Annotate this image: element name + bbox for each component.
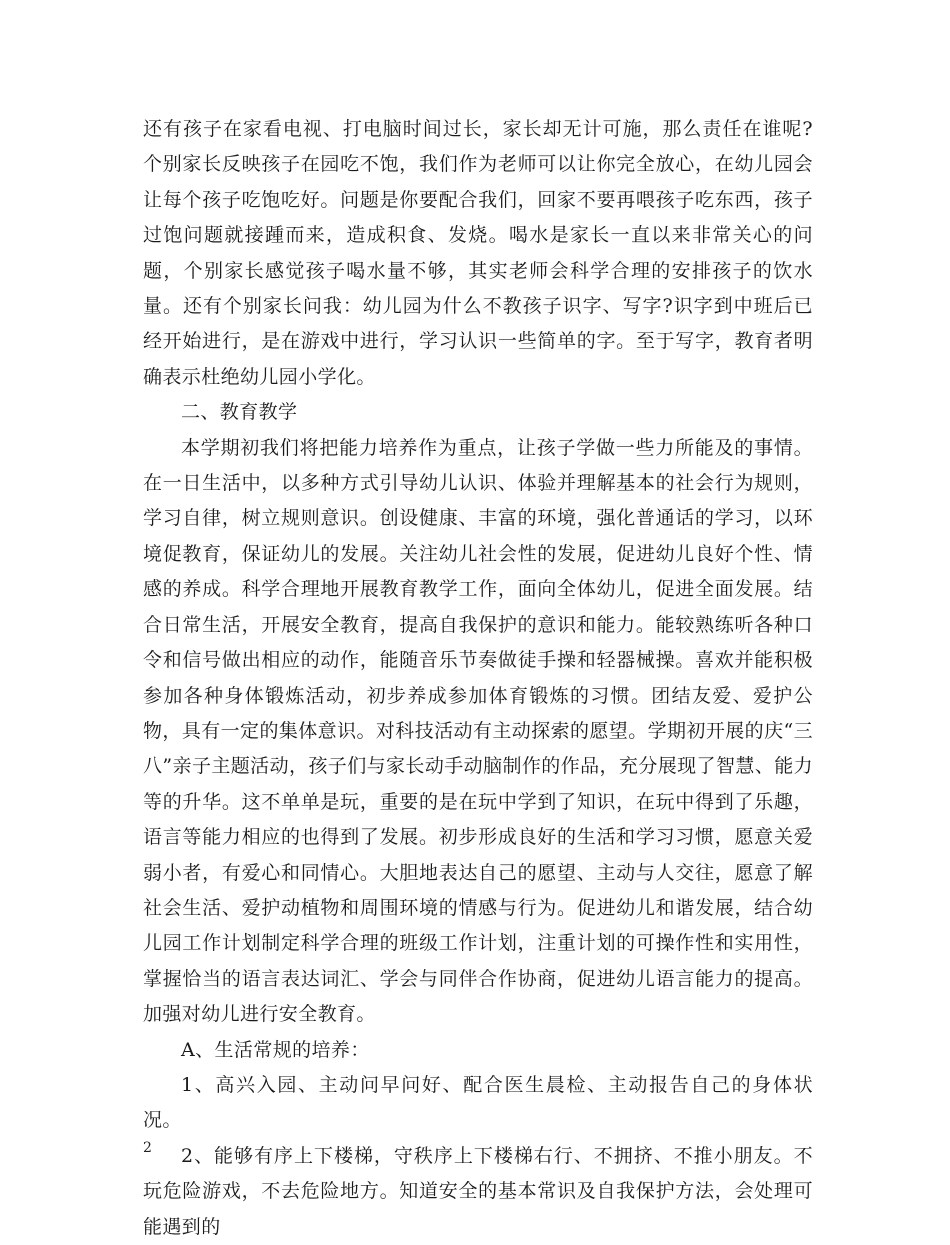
section-heading-education: 二、教育教学 bbox=[181, 401, 298, 424]
subheading-daily-routine: A、生活常规的培养： bbox=[181, 1038, 370, 1061]
list-item-1: 1、高兴入园、主动问早问好、配合医生晨检、主动报告自己的身体状况。 bbox=[143, 1073, 813, 1132]
list-item-2: 2、能够有序上下楼梯，守秩序上下楼梯右行、不拥挤、不推小朋友。不玩危险游戏，不去危险地方。知道安全的基本常识及自我保护方法，会处理可能遇到的 bbox=[143, 1144, 813, 1238]
paragraph-parent-concerns: 还有孩子在家看电视、打电脑时间过长，家长却无计可施，那么责任在谁呢?个别家长反映孩子在园吃不饱，我们作为老师可以让你完全放心，在幼儿园会让每个孩子吃饱吃好。问题是你要配合我们，回家不要再喂孩子吃东西，孩子过饱问题就接踵而来，造成积食、发烧。喝水是家长一直以来非常关心的问题，个别家长感觉孩子喝水量不够，其实老师会科学合理的安排孩子的饮水量。还有个别家长问我：幼儿园为什么不教孩子识字、写字?识字到中班后已经开始进行，是在游戏中进行，学习认识一些简单的字。至于写字，教育者明确表示杜绝幼儿园小学化。 bbox=[143, 118, 813, 388]
paragraph-education-teaching: 本学期初我们将把能力培养作为重点，让孩子学做一些力所能及的事情。在一日生活中，以多种方式引导幼儿认识、体验并理解基本的社会行为规则，学习自律，树立规则意识。创设健康、丰富的环境，强化普通话的学习，以环境促教育，保证幼儿的发展。关注幼儿社会性的发展，促进幼儿良好个性、情感的养成。科学合理地开展教育教学工作，面向全体幼儿，促进全面发展。结合日常生活，开展安全教育，提高自我保护的意识和能力。能较熟练听各种口令和信号做出相应的动作，能随音乐节奏做徒手操和轻器械操。喜欢并能积极参加各种身体锻炼活动，初步养成参加体育锻炼的习惯。团结友爱、爱护公物，具有一定的集体意识。对科技活动有主动探索的愿望。学期初开展的庆“三八”亲子主题活动，孩子们与家长动手动脑制作的作品，充分展现了智慧、能力等的升华。这不单单是玩，重要的是在玩中学到了知识，在玩中得到了乐趣，语言等能力相应的也得到了发展。初步形成良好的生活和学习习惯，愿意关爱弱小者，有爱心和同情心。大胆地表达自己的愿望、主动与人交往，愿意了解社会生活、爱护动植物和周围环境的情感与行为。促进幼儿和谐发展，结合幼儿园工作计划制定科学合理的班级工作计划，注重计划的可操作性和实用性，掌握恰当的语言表达词汇、学会与同伴合作协商，促进幼儿语言能力的提高。加强对幼儿进行安全教育。 bbox=[143, 436, 813, 1026]
page-number: 2 bbox=[143, 1140, 152, 1156]
document-body bbox=[143, 112, 813, 1245]
